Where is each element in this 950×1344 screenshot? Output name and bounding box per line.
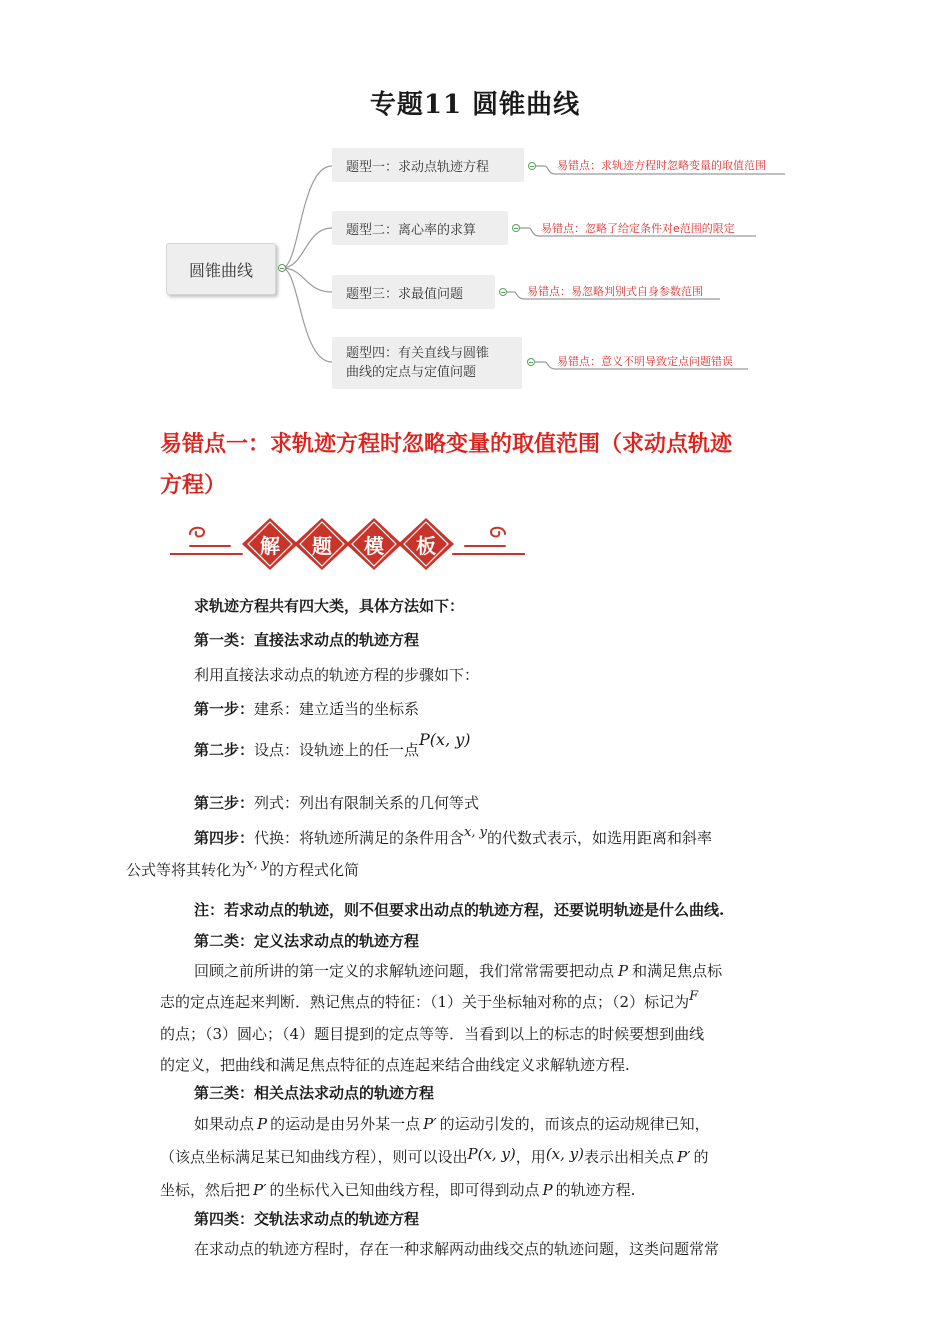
branch-type-3: 题型三：求最值问题	[332, 275, 495, 309]
branch-type-2: 题型二：离心率的求算	[332, 211, 508, 245]
category-4-title: 第四类：交轨法求动点的轨迹方程	[194, 1210, 420, 1228]
step-3-label: 第三步：	[194, 794, 255, 812]
category-2-line-1b: 和满足焦点标	[632, 962, 723, 980]
step-4-text-a: 代换：将轨迹所满足的条件用含	[254, 829, 465, 847]
step-2	[160, 730, 792, 765]
step-4-label: 第四步：	[194, 829, 255, 847]
category-3-line-3-math-2: P	[542, 1181, 553, 1199]
category-2-paragraph	[160, 956, 792, 1081]
collapse-toggle-icon[interactable]	[528, 162, 536, 170]
branch-note-1: 易错点：求轨迹方程时忽略变量的取值范围	[557, 159, 766, 172]
category-3-line-1c: 的运动引发的，而该点的运动规律已知，	[439, 1115, 710, 1133]
category-3-line-3b: 的坐标代入已知曲线方程，即可得到动点	[269, 1181, 540, 1199]
category-3-line-1	[160, 1108, 792, 1141]
branch-type-4-line1: 题型四：有关直线与圆锥	[346, 346, 490, 361]
category-3-paragraph	[160, 1108, 792, 1207]
category-3-line-1a: 如果动点	[194, 1115, 255, 1133]
category-2-line-4: 的定义，把曲线和满足焦点特征的点连起来结合曲线定义求解轨迹方程.	[160, 1056, 630, 1074]
category-3-line-3	[160, 1174, 792, 1207]
branch-note-2: 易错点：忽略了给定条件对e范围的限定	[541, 222, 735, 235]
step-4	[126, 823, 792, 887]
branch-note-4: 易错点：意义不明导致定点问题错误	[557, 355, 733, 368]
step-1-text: 建系：建立适当的坐标系	[254, 700, 420, 718]
category-1-title: 第一类：直接法求动点的轨迹方程	[194, 631, 420, 649]
banner-char-4: 板	[416, 534, 436, 558]
category-3-line-2d: 的	[693, 1148, 709, 1166]
step-3	[160, 788, 792, 818]
category-2-line-2-math: F	[689, 989, 699, 1004]
section-heading	[160, 424, 800, 506]
step-3-text: 列式：列出有限制关系的几何等式	[254, 794, 480, 812]
category-3-title: 第三类：相关点法求动点的轨迹方程	[194, 1084, 435, 1102]
category-2-line-1	[160, 956, 792, 987]
banner-char-2: 题	[312, 534, 332, 558]
category-3-line-2-math-3: P′	[677, 1148, 691, 1166]
banner-decoration-icon	[170, 516, 525, 572]
category-3-line-1-math-2: P′	[423, 1115, 437, 1133]
category-3-line-3c: 的轨迹方程.	[555, 1181, 636, 1199]
step-1	[160, 694, 792, 724]
step-1-label: 第一步：	[194, 700, 255, 718]
step-2-math: P(x, y)	[419, 730, 471, 749]
page-title: 专题11 圆锥曲线	[369, 90, 581, 120]
step-4-text-b: 的代数式表示，如选用距离和斜率	[486, 829, 712, 847]
category-3-line-2-math-2: (x, y)	[545, 1145, 584, 1163]
step-2-label: 第二步：	[194, 741, 255, 759]
banner-char-3: 模	[364, 534, 384, 558]
category-3-line-3a: 坐标，然后把	[160, 1181, 251, 1199]
category-2-line-2	[160, 987, 792, 1019]
note-text: 注：若求动点的轨迹，则不但要求出动点的轨迹方程，还要说明轨迹是什么曲线.	[194, 901, 725, 919]
category-3-line-2a: （该点坐标满足某已知曲线方程），则可以设出	[160, 1148, 468, 1166]
category-2-line-2a: 志的定点连起来判断．熟记焦点的特征：（1）关于坐标轴对称的点；（2）标记为	[160, 993, 690, 1011]
collapse-toggle-icon[interactable]	[512, 224, 520, 232]
section-heading-line2: 方程）	[160, 473, 227, 498]
section-heading-line1: 易错点一：求轨迹方程时忽略变量的取值范围（求动点轨迹	[160, 432, 733, 457]
mindmap	[0, 0, 950, 400]
category-2-line-3: 的点；（3）圆心；（4）题目提到的定点等等．当看到以上的标志的时候要想到曲线	[160, 1025, 705, 1043]
connector-3	[282, 268, 332, 292]
intro-text: 求轨迹方程共有四大类，具体方法如下：	[194, 597, 465, 615]
step-4-text-d: 的方程式化简	[268, 861, 359, 879]
category-3-line-2-math-1: P(x, y)	[467, 1145, 516, 1163]
category-2-line-1-math: P	[618, 962, 629, 980]
banner-char-1: 解	[260, 534, 280, 558]
step-2-text: 设点：设轨迹上的任一点	[254, 741, 420, 759]
step-4-text-c: 公式等将其转化为	[126, 861, 247, 879]
category-3-line-1-math-1: P	[257, 1115, 268, 1133]
category-1-desc: 利用直接法求动点的轨迹方程的步骤如下：	[194, 666, 480, 684]
category-3-line-1b: 的运动是由另外某一点	[270, 1115, 421, 1133]
category-3-line-3-math-1: P′	[253, 1181, 267, 1199]
category-3-line-2c: 表示出相关点	[584, 1148, 675, 1166]
branch-type-4	[332, 337, 522, 389]
branch-type-1: 题型一：求动点轨迹方程	[332, 148, 524, 182]
collapse-toggle-icon[interactable]	[527, 358, 535, 366]
category-3-line-2	[160, 1141, 792, 1174]
collapse-toggle-icon[interactable]	[278, 264, 286, 272]
mindmap-root: 圆锥曲线	[166, 243, 276, 295]
step-4-math-a: x, y	[464, 825, 487, 840]
step-4-math-b: x, y	[246, 857, 269, 872]
category-2-line-1a: 回顾之前所讲的第一定义的求解轨迹问题，我们常常需要把动点	[194, 962, 615, 980]
connector-1	[282, 166, 332, 268]
collapse-toggle-icon[interactable]	[499, 288, 507, 296]
branch-note-3: 易错点：易忽略判别式自身参数范围	[527, 285, 703, 298]
template-banner	[170, 516, 525, 572]
branch-type-4-line2: 曲线的定点与定值问题	[346, 365, 477, 380]
category-3-line-2b: ，用	[515, 1148, 546, 1166]
category-4-line-1: 在求动点的轨迹方程时，存在一种求解两动曲线交点的轨迹问题，这类问题常常	[194, 1240, 720, 1258]
category-2-title: 第二类：定义法求动点的轨迹方程	[194, 932, 420, 950]
